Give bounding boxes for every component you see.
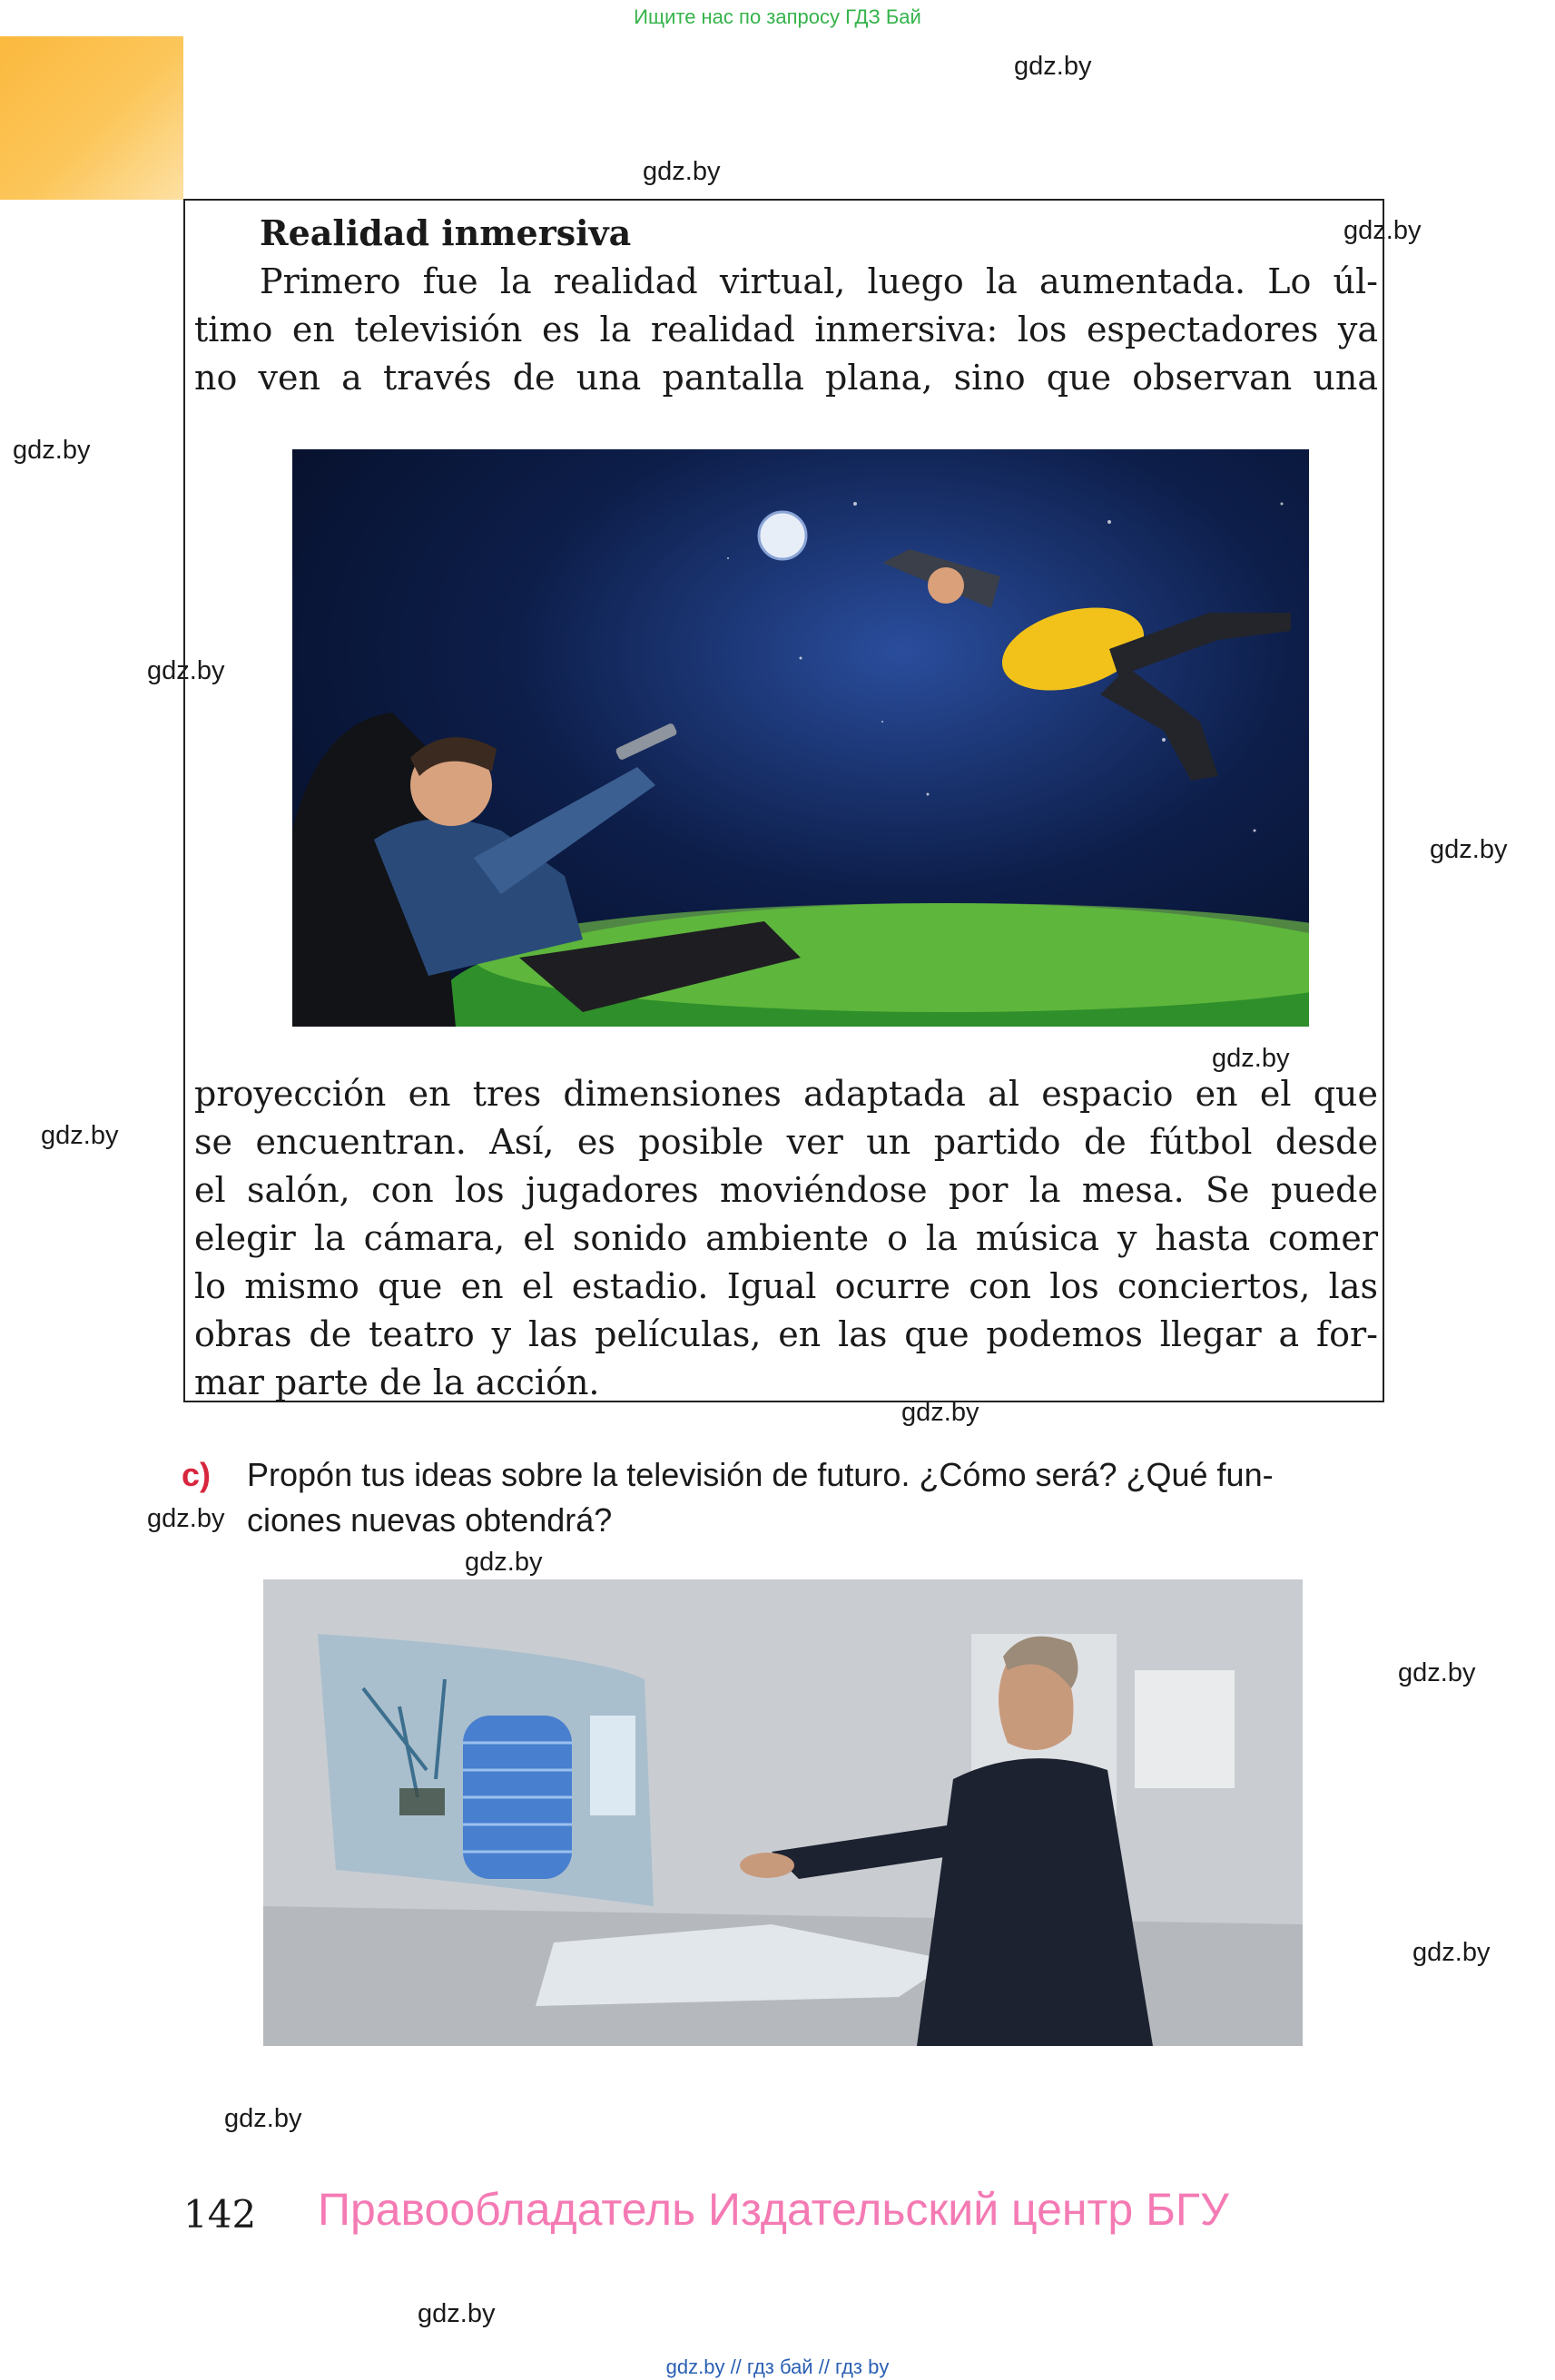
exercise-c: [182, 1452, 1274, 1543]
article-paragraph-1: [194, 258, 1378, 402]
article-paragraph-2: [194, 1070, 1378, 1407]
watermark: gdz.by: [224, 2104, 302, 2133]
text-line: se encuentran. Así, es posible ver un partido de fútbol desde: [194, 1122, 1378, 1162]
corner-color-block: [0, 36, 183, 200]
text-line: proyección en tres dimensiones adaptada al espacio en el que: [194, 1074, 1378, 1114]
immersive-tv-illustration: [292, 449, 1309, 1027]
watermark: gdz.by: [418, 2299, 496, 2328]
watermark: gdz.by: [147, 656, 225, 685]
text-line: lo mismo que en el estadio. Igual ocurre con los conciertos, las: [194, 1266, 1378, 1306]
watermark: gdz.by: [643, 157, 721, 186]
watermark: gdz.by: [1212, 1044, 1290, 1073]
watermark: gdz.by: [1343, 216, 1422, 245]
immersive-tv-illustration-svg: [292, 449, 1309, 1027]
text-line: Primero fue la realidad virtual, luego la aumentada. Lo úl-: [260, 261, 1378, 301]
watermark: gdz.by: [901, 1398, 979, 1427]
article-heading: Realidad inmersiva: [260, 212, 632, 253]
watermark: gdz.by: [1014, 52, 1092, 81]
watermark: gdz.by: [147, 1504, 225, 1533]
watermark: gdz.by: [465, 1548, 543, 1577]
exercise-text-line: Propón tus ideas sobre la televisión de futuro. ¿Cómo será? ¿Qué fun-: [247, 1456, 1274, 1493]
text-line: no ven a través de una pantalla plana, sino que observan una: [194, 358, 1378, 398]
watermark: gdz.by: [1412, 1938, 1491, 1967]
exercise-label: c): [182, 1456, 212, 1493]
futuristic-tv-photo-svg: [263, 1579, 1303, 2046]
top-banner[interactable]: Ищите нас по запросу ГДЗ Бай: [634, 5, 921, 28]
watermark: gdz.by: [1430, 835, 1508, 864]
text-line: elegir la cámara, el sonido ambiente o la música y hasta comer: [194, 1218, 1378, 1258]
watermark: gdz.by: [13, 436, 91, 465]
text-line: el salón, con los jugadores moviéndose por la mesa. Se puede: [194, 1170, 1378, 1210]
rights-holder-notice: Правообладатель Издательский центр БГУ: [318, 2184, 1229, 2235]
text-line: timo en televisión es la realidad inmersiva: los espectadores ya: [194, 310, 1378, 349]
text-line: mar parte de la acción.: [194, 1362, 600, 1402]
text-line: obras de teatro y las películas, en las que podemos llegar a for-: [194, 1314, 1378, 1354]
bottom-links[interactable]: gdz.by // гдз бай // гдз by: [665, 2355, 890, 2378]
watermark: gdz.by: [1398, 1658, 1476, 1687]
exercise-text-line: ciones nuevas obtendrá?: [247, 1501, 613, 1539]
page-number: 142: [183, 2192, 257, 2237]
futuristic-tv-photo: [263, 1579, 1303, 2046]
watermark: gdz.by: [41, 1121, 119, 1150]
